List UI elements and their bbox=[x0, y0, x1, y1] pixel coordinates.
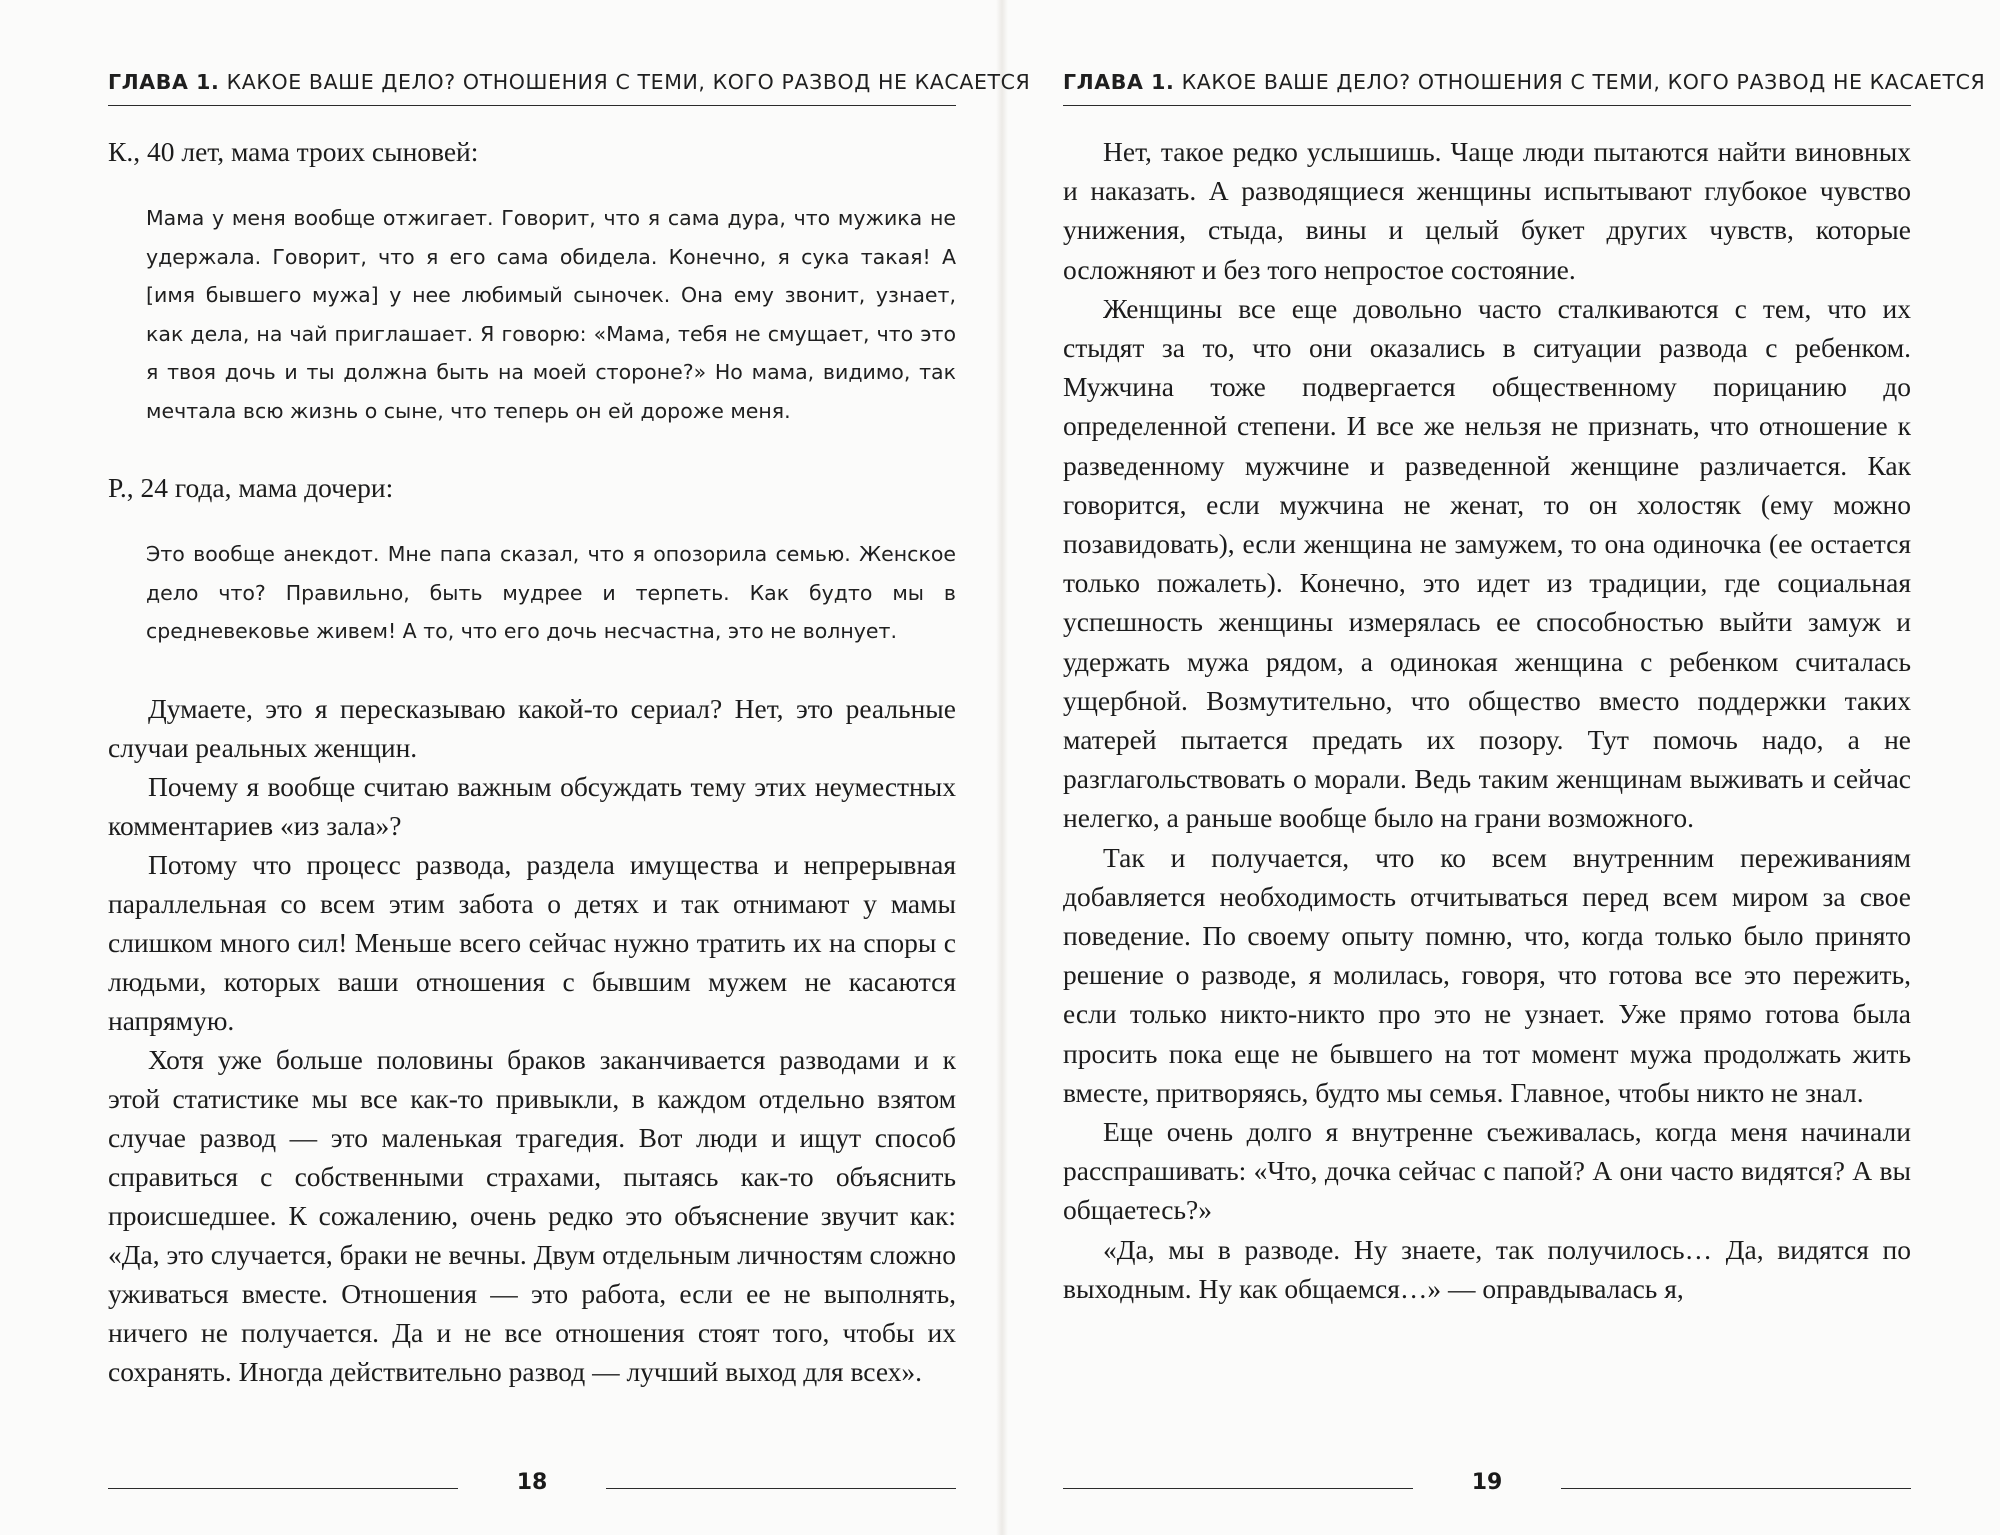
body-paragraph: Думаете, это я пересказываю какой-то сериал? Нет, это реальные случаи реальных женщин. bbox=[108, 692, 956, 763]
page-footer bbox=[108, 1468, 956, 1508]
speaker-caption: Р., 24 года, мама дочери: bbox=[108, 472, 394, 503]
body-paragraph: Так и получается, что ко всем внутренним переживаниям добавляется необходимость отчитываться перед всем миром за свое поведение. По своему опыту помню, что, когда только было принято решение о разводе, я молилась, говоря, что готова все это пережить, если только никто-никто про это не узнает. Уже прямо готова была просить пока еще не бывшего на тот момент мужа продолжать жить вместе, притворяясь, будто мы семья. Главное, чтобы никто не знал. bbox=[1063, 841, 1911, 1108]
body-paragraph: Почему я вообще считаю важным обсуждать тему этих неуместных комментариев «из зала»? bbox=[108, 770, 956, 841]
body-paragraph: Нет, такое редко услышишь. Чаще люди пытаются найти виновных и наказать. А разводящиеся женщины испытывают глубокое чувство унижения, стыда, вины и целый букет других чувств, которые осложняют и без того непростое состояние. bbox=[1063, 136, 1911, 285]
interview-quote: Это вообще анекдот. Мне папа сказал, что я опозорила семью. Женское дело что? Правильно, быть мудрее и терпеть. Как будто мы в средневековье живем! А то, что его дочь несчастна, это не волнует. bbox=[146, 542, 956, 643]
footer-rule bbox=[1561, 1488, 1911, 1489]
body-paragraph: Хотя уже больше половины браков заканчивается разводами и к этой статистике мы все как-то привыкли, в каждом отдельно взятом случае развод — это маленькая трагедия. Вот люди и ищут способ справиться с собственными страхами, пытаясь как-то объяснить происшедшее. К сожалению, очень редко это объяснение звучит как: «Да, это случается, браки не вечны. Двум отдельным личностям сложно уживаться вместе. Отношения — это работа, если ее не выполнять, ничего не получается. Да и не все отношения стоят того, чтобы их сохранять. Иногда действительно развод — лучший выход для всех». bbox=[108, 1043, 956, 1387]
chapter-title: КАКОЕ ВАШЕ ДЕЛО? ОТНОШЕНИЯ С ТЕМИ, КОГО РАЗВОД НЕ КАСАЕТСЯ bbox=[226, 70, 1031, 94]
footer-rule bbox=[1063, 1488, 1413, 1489]
body-paragraph: Еще очень долго я внутренне съеживалась, когда меня начинали расспрашивать: «Что, дочка сейчас с папой? А они часто видятся? А вы общаетесь?» bbox=[1063, 1116, 1911, 1226]
speaker-caption: К., 40 лет, мама троих сыновей: bbox=[108, 136, 479, 167]
page-number: 19 bbox=[1471, 1470, 1503, 1495]
footer-rule bbox=[108, 1488, 458, 1489]
header-rule bbox=[108, 105, 956, 106]
footer-rule bbox=[606, 1488, 956, 1489]
page-number: 18 bbox=[516, 1470, 548, 1495]
body-paragraph: Потому что процесс развода, раздела имущества и непрерывная параллельная со всем этим забота о детях и так отнимают у мамы слишком много сил! Меньше всего сейчас нужно тратить их на споры с людьми, которых ваши отношения с бывшим мужем не касаются напрямую. bbox=[108, 848, 956, 1036]
page-footer bbox=[1063, 1468, 1911, 1508]
right-page bbox=[1063, 0, 1986, 1535]
body-paragraph: Женщины все еще довольно часто сталкиваются с тем, что их стыдят за то, что они оказались в ситуации развода с ребенком. Мужчина тоже подвергается общественному порицанию до определенной степени. И все же нельзя не признать, что отношение к разведенному мужчине и разведенной женщине различается. Как говорится, если мужчина не женат, то он холостяк (ему можно позавидовать), если женщина не замужем, то она одиночка (ее остается только пожалеть). Конечно, это идет из традиции, где социальная успешность женщины измерялась ее способностью выйти замуж и удержать мужа рядом, а одинокая женщина с ребенком считалась ущербной. Возмутительно, что общество вместо поддержки таких матерей пытается предать их позору. Тут помочь надо, а не разглагольствовать о морали. Ведь таким женщинам выживать и сейчас нелегко, а раньше вообще было на грани возможного. bbox=[1063, 292, 1911, 834]
interview-quote: Мама у меня вообще отжигает. Говорит, что я сама дура, что мужика не удержала. Говорит, что я его сама обидела. Конечно, я сука такая! А [имя бывшего мужа] у нее любимый сыночек. Она ему звонит, узнает, как дела, на чай приглашает. Я говорю: «Мама, тебя не смущает, что это я твоя дочь и ты должна быть на моей стороне?» Но мама, видимо, так мечтала всю жизнь о сыне, что теперь он ей дороже меня. bbox=[146, 206, 956, 423]
chapter-label: ГЛАВА 1. bbox=[1063, 70, 1175, 94]
left-page bbox=[108, 0, 1031, 1535]
page-body bbox=[1063, 132, 1911, 1308]
page-body bbox=[108, 132, 956, 1391]
running-head bbox=[108, 70, 1031, 94]
chapter-label: ГЛАВА 1. bbox=[108, 70, 220, 94]
chapter-title: КАКОЕ ВАШЕ ДЕЛО? ОТНОШЕНИЯ С ТЕМИ, КОГО РАЗВОД НЕ КАСАЕТСЯ bbox=[1181, 70, 1986, 94]
header-rule bbox=[1063, 105, 1911, 106]
running-head bbox=[1063, 70, 1986, 94]
body-paragraph: «Да, мы в разводе. Ну знаете, так получилось… Да, видятся по выходным. Ну как общаемся…» — оправдывалась я, bbox=[1063, 1233, 1911, 1304]
book-gutter bbox=[996, 0, 1008, 1535]
